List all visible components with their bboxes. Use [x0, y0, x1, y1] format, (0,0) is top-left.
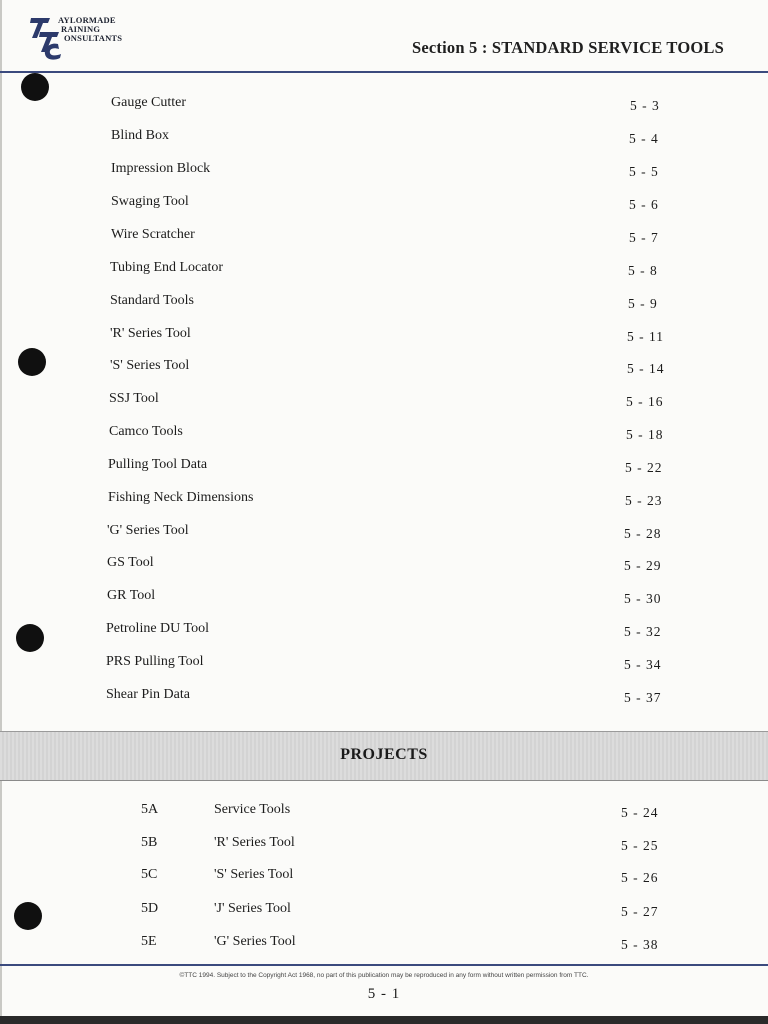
logo-line-3: ONSULTANTS: [64, 33, 123, 43]
project-code: 5A: [141, 802, 159, 817]
contents-item: [111, 227, 671, 247]
contents-item-page: 5 - 3: [630, 98, 660, 113]
project-code: 5E: [141, 934, 157, 949]
contents-item-label: Impression Block: [111, 161, 211, 176]
contents-item: [106, 621, 666, 641]
project-code: 5D: [141, 901, 159, 916]
contents-item-label: PRS Pulling Tool: [106, 654, 204, 669]
contents-item-page: 5 - 23: [625, 493, 663, 508]
contents-item-page: 5 - 30: [624, 591, 662, 606]
contents-item: [111, 161, 671, 181]
contents-item-page: 5 - 34: [624, 657, 662, 672]
contents-item: [107, 523, 667, 543]
project-code: 5C: [141, 867, 158, 882]
contents-item-label: Shear Pin Data: [106, 687, 190, 702]
contents-item: [109, 391, 669, 411]
contents-item-label: Gauge Cutter: [111, 95, 187, 110]
binder-hole: [21, 73, 49, 101]
contents-item-page: 5 - 9: [628, 296, 658, 311]
projects-banner: [0, 731, 768, 781]
project-title: 'G' Series Tool: [214, 934, 296, 949]
logo-line-1: AYLORMADE: [58, 15, 116, 25]
contents-item-page: 5 - 14: [627, 361, 665, 376]
project-page: 5 - 24: [621, 805, 659, 820]
contents-item-label: Camco Tools: [109, 424, 183, 439]
contents-item-page: 5 - 6: [629, 197, 659, 212]
contents-item-label: Swaging Tool: [111, 194, 189, 209]
contents-item-page: 5 - 22: [625, 460, 663, 475]
project-code: 5B: [141, 835, 158, 850]
contents-item-page: 5 - 18: [626, 427, 664, 442]
project-page: 5 - 38: [621, 937, 659, 952]
scan-bottom-edge: [0, 1016, 768, 1024]
contents-item-label: GS Tool: [107, 555, 154, 570]
contents-item-page: 5 - 29: [624, 558, 662, 573]
contents-item: [110, 260, 670, 280]
project-item: [0, 835, 768, 855]
project-item: [0, 901, 768, 921]
project-title: 'J' Series Tool: [214, 901, 291, 916]
contents-item-label: Wire Scratcher: [111, 227, 195, 242]
contents-item-page: 5 - 16: [626, 394, 664, 409]
copyright-notice: ©TTC 1994. Subject to the Copyright Act 1968, no part of this publication may be reproduced in any form without written permission from TTC.: [179, 972, 589, 979]
contents-item-page: 5 - 32: [624, 624, 662, 639]
contents-item-label: 'R' Series Tool: [110, 326, 191, 341]
contents-item-label: Blind Box: [111, 128, 169, 143]
contents-item-label: Pulling Tool Data: [108, 457, 208, 472]
contents-item-label: 'G' Series Tool: [107, 523, 189, 538]
contents-item-label: Petroline DU Tool: [106, 621, 209, 636]
contents-item-label: Fishing Neck Dimensions: [108, 490, 254, 505]
contents-item-page: 5 - 5: [629, 164, 659, 179]
contents-item-page: 5 - 8: [628, 263, 658, 278]
contents-item-label: 'S' Series Tool: [110, 358, 190, 373]
contents-item: [111, 194, 671, 214]
logo-line-2: RAINING: [61, 24, 101, 34]
contents-item-label: Tubing End Locator: [110, 260, 224, 275]
contents-item-page: 5 - 4: [629, 131, 659, 146]
contents-item-page: 5 - 11: [627, 329, 664, 344]
contents-item: [106, 687, 666, 707]
project-title: Service Tools: [214, 802, 291, 817]
contents-item: [106, 654, 666, 674]
project-item: [0, 802, 768, 822]
contents-item: [108, 457, 668, 477]
contents-item: [107, 555, 667, 575]
company-logo: [28, 14, 138, 62]
contents-item-label: SSJ Tool: [109, 391, 159, 406]
footer-rule: [0, 964, 768, 966]
project-page: 5 - 26: [621, 870, 659, 885]
contents-item: [110, 293, 670, 313]
section-title: Section 5 : STANDARD SERVICE TOOLS: [412, 38, 724, 57]
project-page: 5 - 27: [621, 904, 659, 919]
project-title: 'R' Series Tool: [214, 835, 295, 850]
contents-item: [111, 128, 671, 148]
projects-heading: PROJECTS: [340, 746, 428, 763]
header-rule: [0, 71, 768, 73]
binder-hole: [18, 348, 46, 376]
contents-item-page: 5 - 7: [629, 230, 659, 245]
project-title: 'S' Series Tool: [214, 867, 294, 882]
logo-wordmark: [58, 16, 122, 43]
contents-item: [111, 95, 671, 115]
contents-item-label: Standard Tools: [110, 293, 194, 308]
contents-item: [107, 588, 667, 608]
binder-hole: [16, 624, 44, 652]
project-item: [0, 867, 768, 887]
contents-item-page: 5 - 28: [624, 526, 662, 541]
contents-item: [110, 358, 670, 378]
contents-item-page: 5 - 37: [624, 690, 662, 705]
contents-item: [110, 326, 670, 346]
contents-item-label: GR Tool: [107, 588, 156, 603]
project-item: [0, 934, 768, 954]
page-number: 5 - 1: [367, 986, 401, 1002]
project-page: 5 - 25: [621, 838, 659, 853]
contents-item: [108, 490, 668, 510]
contents-item: [109, 424, 669, 444]
